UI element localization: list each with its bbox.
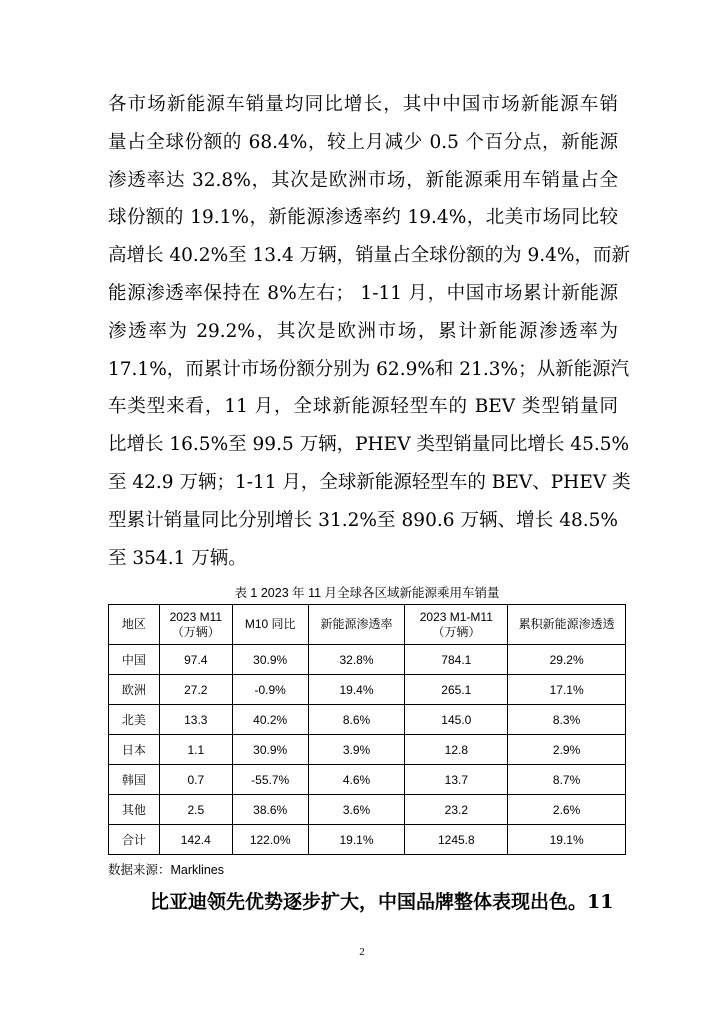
table-cell: 13.7 <box>405 765 508 795</box>
table-row-total <box>109 825 626 855</box>
data-source-note: 数据来源：Marklines <box>108 863 224 877</box>
table-cell: 19.4% <box>308 675 405 705</box>
table-cell: 27.2 <box>159 675 232 705</box>
table-cell: 12.8 <box>405 735 508 765</box>
table-cell: 1.1 <box>159 735 232 765</box>
paragraph-line: 至 42.9 万辆；1-11 月，全球新能源轻型车的 BEV、PHEV 类 <box>108 471 631 493</box>
table-row <box>109 765 626 795</box>
table-cell: 265.1 <box>405 675 508 705</box>
table-cell: 30.9% <box>232 645 308 675</box>
table-cell: 23.2 <box>405 795 508 825</box>
table-cell: 29.2% <box>508 645 626 675</box>
table-cell: 40.2% <box>232 705 308 735</box>
table-cell: 8.3% <box>508 705 626 735</box>
paragraph-line: 至 354.1 万辆。 <box>108 547 247 569</box>
table-cell: 2.9% <box>508 735 626 765</box>
table-header-row <box>109 605 626 645</box>
header-m10-yoy: M10 同比 <box>232 605 308 645</box>
paragraph-line: 能源渗透率保持在 8%左右； 1-11 月，中国市场累计新能源 <box>108 282 618 304</box>
table-caption: 表 1 2023 年 11 月全球各区域新能源乘用车销量 <box>234 586 500 600</box>
header-cumulative-penetration: 累积新能源渗透透 <box>508 605 626 645</box>
paragraph-line: 渗透率达 32.8%，其次是欧洲市场，新能源乘用车销量占全 <box>108 169 618 191</box>
header-penetration: 新能源渗透率 <box>308 605 405 645</box>
paragraph-line: 比增长 16.5%至 99.5 万辆，PHEV 类型销量同比增长 45.5% <box>108 434 630 456</box>
table-cell: 欧洲 <box>109 675 160 705</box>
table-cell: 19.1% <box>308 825 405 855</box>
paragraph-line: 球份额的 19.1%，新能源渗透率约 19.4%，北美市场同比较 <box>108 207 618 229</box>
table-cell: 17.1% <box>508 675 626 705</box>
table-cell: 合计 <box>109 825 160 855</box>
table-row <box>109 795 626 825</box>
table-cell: 1245.8 <box>405 825 508 855</box>
table-cell: 122.0% <box>232 825 308 855</box>
paragraph-line: 高增长 40.2%至 13.4 万辆，销量占全球份额的为 9.4%，而新 <box>108 245 630 267</box>
table-row <box>109 735 626 765</box>
table-cell: 4.6% <box>308 765 405 795</box>
table-cell: 3.9% <box>308 735 405 765</box>
table-cell: 北美 <box>109 705 160 735</box>
table-cell: 784.1 <box>405 645 508 675</box>
paragraph-line: 各市场新能源车销量均同比增长，其中中国市场新能源车销 <box>108 94 618 115</box>
table-cell: 32.8% <box>308 645 405 675</box>
table-cell: -55.7% <box>232 765 308 795</box>
table-row <box>109 675 626 705</box>
paragraph-line: 车类型来看，11 月，全球新能源轻型车的 BEV 类型销量同 <box>108 396 618 418</box>
table-cell: 韩国 <box>109 765 160 795</box>
header-region: 地区 <box>109 605 160 645</box>
table-cell: 3.6% <box>308 795 405 825</box>
sales-table <box>108 604 626 855</box>
table-row <box>109 645 626 675</box>
paragraph-line: 渗透率为 29.2%，其次是欧洲市场，累计新能源渗透率为 <box>108 320 618 342</box>
table-cell: 13.3 <box>159 705 232 735</box>
table-cell: 30.9% <box>232 735 308 765</box>
table-cell: 38.6% <box>232 795 308 825</box>
table-cell: 8.6% <box>308 705 405 735</box>
paragraph-line: 量占全球份额的 68.4%，较上月减少 0.5 个百分点，新能源 <box>108 131 618 153</box>
table-cell: 2.6% <box>508 795 626 825</box>
table-cell: 0.7 <box>159 765 232 795</box>
table-cell: 日本 <box>109 735 160 765</box>
page-number: 2 <box>359 946 365 958</box>
table-cell: 其他 <box>109 795 160 825</box>
table-cell: 97.4 <box>159 645 232 675</box>
table-cell: 2.5 <box>159 795 232 825</box>
table-cell: 8.7% <box>508 765 626 795</box>
header-m1-m11: 2023 M1-M11 （万辆） <box>405 605 508 645</box>
table-row <box>109 705 626 735</box>
table-cell: 142.4 <box>159 825 232 855</box>
paragraph-line: 17.1%，而累计市场份额分别为 62.9%和 21.3%；从新能源汽 <box>108 358 630 380</box>
paragraph-line: 型累计销量同比分别增长 31.2%至 890.6 万辆、增长 48.5% <box>108 509 618 531</box>
table-cell: -0.9% <box>232 675 308 705</box>
header-m11: 2023 M11 （万辆） <box>159 605 232 645</box>
table-cell: 145.0 <box>405 705 508 735</box>
table-cell: 19.1% <box>508 825 626 855</box>
table-cell: 中国 <box>109 645 160 675</box>
section-lead-sentence: 比亚迪领先优势逐步扩大，中国品牌整体表现出色。11 <box>150 891 614 913</box>
body-paragraph <box>108 86 631 577</box>
